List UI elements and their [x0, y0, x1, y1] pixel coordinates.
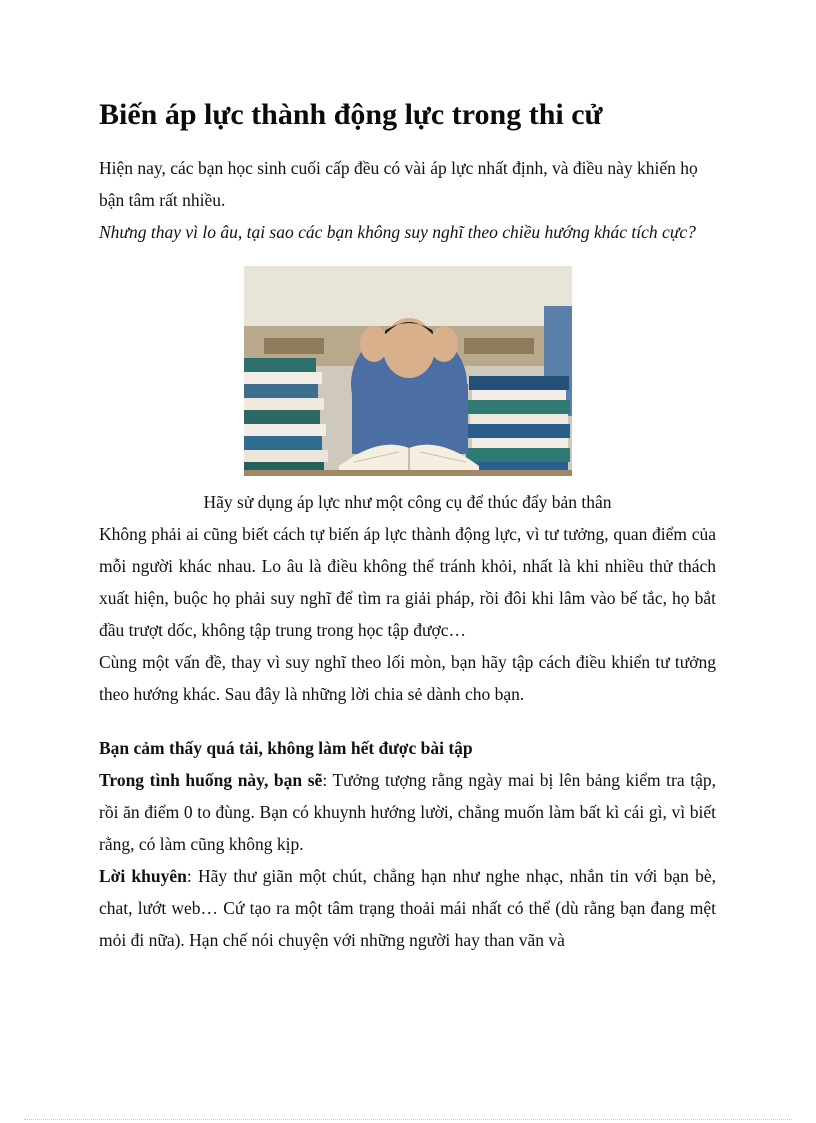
figure-caption: Hãy sử dụng áp lực như một công cụ để thúc đẩy bản thân [203, 492, 612, 512]
section-heading [99, 732, 716, 764]
section-heading-text: Bạn cảm thấy quá tải, không làm hết được bài tập [99, 738, 473, 758]
advice-text: : Hãy thư giãn một chút, chẳng hạn như nghe nhạc, nhắn tin với bạn bè, chat, lướt web… Cứ tạo ra một tâm trạng thoải mái nhất có thể (dù rằng bạn đang mệt mỏi đi nữa). Hạn chế nói chuyện với những người hay than vãn và [99, 866, 716, 950]
intro-paragraph: Hiện nay, các bạn học sinh cuối cấp đều có vài áp lực nhất định, và điều này khiến họ bận tâm rất nhiều. [99, 158, 698, 210]
advice-paragraph [99, 860, 716, 956]
intro-question: Nhưng thay vì lo âu, tại sao các bạn không suy nghĩ theo chiều hướng khác tích cực? [99, 222, 696, 242]
situation-paragraph [99, 764, 716, 860]
figure [99, 266, 716, 476]
situation-label: Trong tình huống này, bạn sẽ [99, 770, 323, 790]
document-body [99, 96, 716, 956]
student-stressed-photo [244, 266, 572, 476]
body-paragraph-1: Không phải ai cũng biết cách tự biến áp lực thành động lực, vì tư tưởng, quan điểm của mỗi người khác nhau. Lo âu là điều không thể tránh khỏi, nhất là khi nhiều thử thách xuất hiện, buộc họ phải suy nghĩ để tìm ra giải pháp, rồi đôi khi lâm vào bế tắc, họ bắt đầu trượt dốc, không tập trung trong học tập được… [99, 524, 716, 640]
page-bottom-rule [24, 1119, 792, 1120]
body-paragraph-2: Cùng một vấn đề, thay vì suy nghĩ theo lối mòn, bạn hãy tập cách điều khiển tư tưởng theo hướng khác. Sau đây là những lời chia sẻ dành cho bạn. [99, 652, 716, 704]
advice-label: Lời khuyên [99, 866, 187, 886]
spacer [99, 710, 716, 732]
situation-text: : Tưởng tượng rằng ngày mai bị lên bảng kiểm tra tập, rồi ăn điểm 0 to đùng. Bạn có khuynh hướng lười, chẳng muốn làm bất kì cái gì, vì biết rằng, có làm cũng không kịp. [99, 770, 716, 854]
document-title: Biến áp lực thành động lực trong thi cử [99, 98, 603, 131]
